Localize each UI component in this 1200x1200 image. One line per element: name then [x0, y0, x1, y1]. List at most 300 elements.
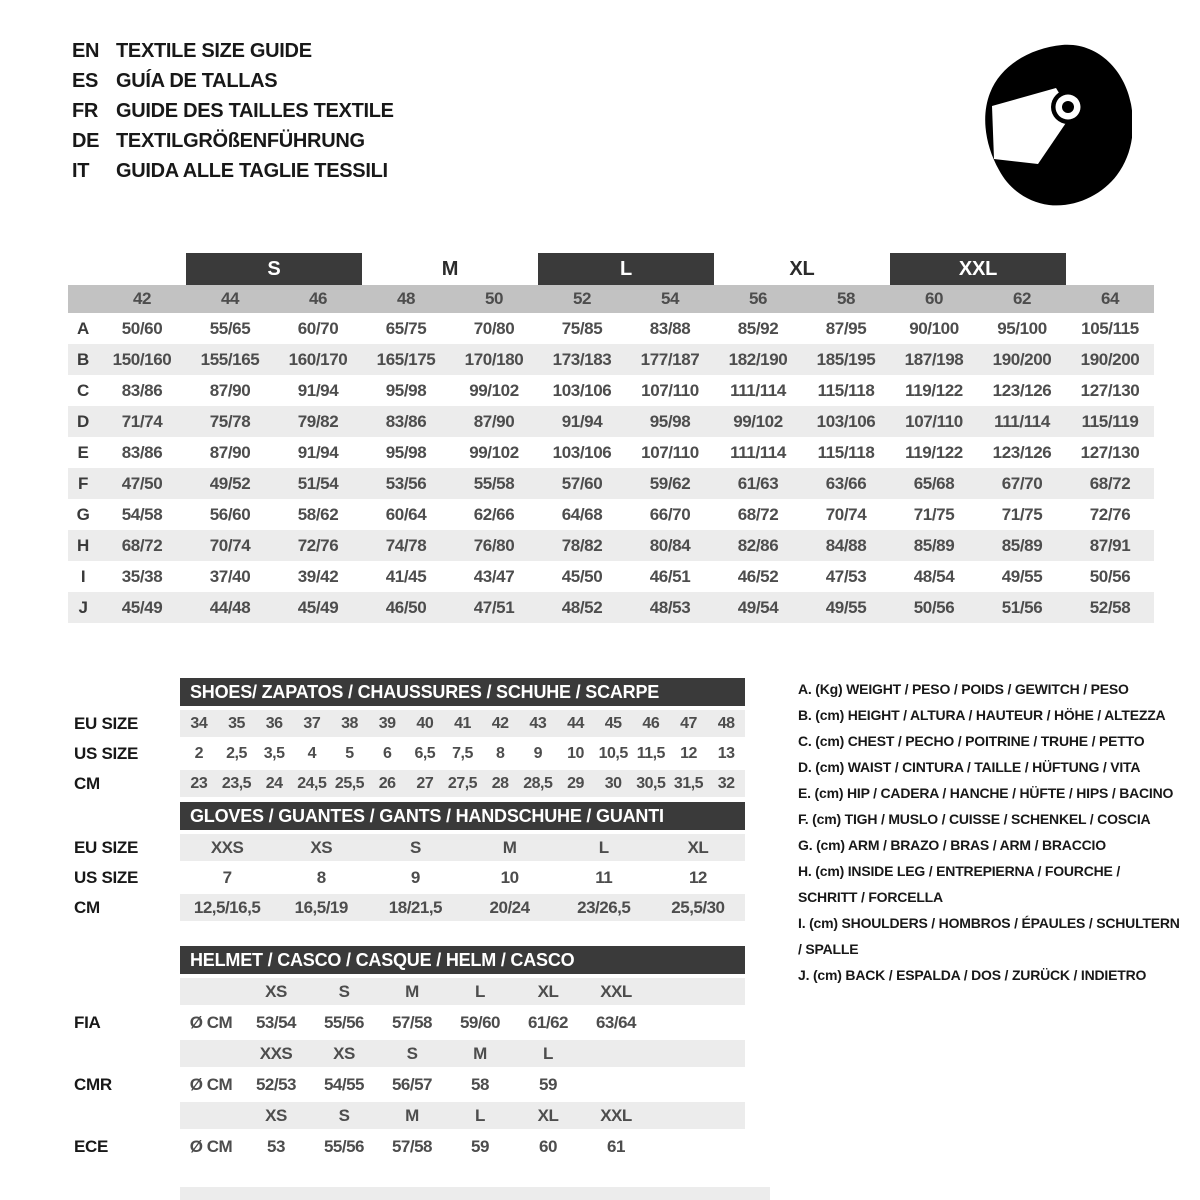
size-cell: 177/187 [640, 349, 700, 369]
size-cell: 75/85 [561, 318, 603, 338]
size-cell: 79/82 [297, 411, 339, 431]
legend-item: A. (Kg) WEIGHT / PESO / POIDS / GEWITCH / PESO [798, 681, 1129, 697]
measure-row [68, 770, 748, 797]
size-cell: 45/49 [121, 597, 163, 617]
size-cell: 182/190 [728, 349, 788, 369]
size-table-row [68, 406, 1154, 437]
size-cell: 47/53 [825, 566, 867, 586]
row-values [180, 770, 745, 797]
value-cell: 2,5 [226, 744, 247, 762]
size-cell: 75/78 [209, 411, 251, 431]
size-cell: 44/48 [209, 597, 251, 617]
legend-item: F. (cm) TIGH / MUSLO / CUISSE / SCHENKEL / COSCIA [798, 811, 1151, 827]
size-cell: 71/75 [1001, 504, 1043, 524]
row-label: I [80, 566, 86, 586]
size-cell: 70/74 [209, 535, 251, 555]
size-cell: 111/114 [730, 380, 786, 400]
size-cell: 90/100 [909, 318, 959, 338]
row-label-cm: CM [74, 773, 100, 793]
row-label: J [78, 597, 88, 617]
size-cell: 103/106 [552, 442, 612, 462]
size-band-xxl: XXL [890, 253, 1066, 285]
diameter-unit: Ø CM [189, 1012, 233, 1032]
size-cell: 190/200 [1080, 349, 1140, 369]
value-cell: 10 [500, 867, 519, 887]
value-cell: 24 [265, 774, 283, 792]
value-cell: 30 [604, 774, 622, 792]
size-cell: 72/76 [297, 535, 339, 555]
value-cell: 37 [303, 714, 321, 732]
size-cell: 80/84 [649, 535, 691, 555]
helmet-size-label: M [405, 981, 419, 1001]
size-cell: 70/74 [825, 504, 867, 524]
helmet-size-label: L [475, 1105, 485, 1125]
size-cell: 52/58 [1089, 597, 1131, 617]
language-title: TEXTILE SIZE GUIDE [116, 39, 312, 62]
value-cell: 30,5 [636, 774, 666, 792]
shoes-size-table [68, 678, 748, 800]
size-cell: 65/75 [385, 318, 427, 338]
value-cell: 44 [567, 714, 584, 732]
helmet-size-value: 54/55 [323, 1074, 365, 1094]
helmet-value-row [68, 1133, 748, 1160]
value-cell: 25,5 [334, 774, 365, 792]
racing-helmet-graphic [982, 42, 1132, 210]
value-cell: L [598, 837, 609, 857]
language-row [72, 96, 394, 126]
language-title-list [72, 36, 394, 186]
helmet-size-label: M [405, 1105, 419, 1125]
size-cell: 47/50 [121, 473, 163, 493]
size-cell: 56/60 [209, 504, 251, 524]
language-code: EN [72, 39, 100, 62]
size-cell: 48/52 [561, 597, 603, 617]
size-cell: 50/56 [913, 597, 955, 617]
value-cell: 6 [382, 744, 392, 762]
size-cell: 67/70 [1001, 473, 1043, 493]
size-band-row [68, 253, 1154, 285]
helmet-size-label: XXL [600, 981, 632, 1001]
helmet-size-value: 57/58 [391, 1012, 433, 1032]
helmet-size-label: XXL [600, 1105, 632, 1125]
helmet-size-value: 55/56 [323, 1012, 365, 1032]
band-spacer [68, 253, 186, 285]
legend-item: J. (cm) BACK / ESPALDA / DOS / ZURÜCK / INDIETRO [798, 967, 1147, 983]
helmet-value-row [68, 1009, 748, 1036]
size-cell: 105/115 [1081, 318, 1139, 338]
size-cell: 173/183 [552, 349, 612, 369]
size-cell: 83/88 [649, 318, 691, 338]
value-cell: 10,5 [598, 744, 628, 762]
value-cell: 40 [416, 714, 434, 732]
value-cell: 23,5 [221, 774, 252, 792]
size-cell: 66/70 [649, 504, 691, 524]
size-cell: 119/122 [905, 380, 963, 400]
helmet-size-label: L [475, 981, 485, 1001]
language-title: TEXTILGRÖßENFÜHRUNG [116, 129, 365, 152]
size-cell: 49/55 [1001, 566, 1043, 586]
size-band-l: L [538, 253, 714, 285]
value-cell: 4 [307, 744, 317, 762]
helmet-size-value: 53 [267, 1136, 285, 1156]
value-cell: 36 [265, 714, 283, 732]
measure-row [68, 834, 748, 861]
language-row [72, 66, 394, 96]
language-row [72, 36, 394, 66]
size-cell: 107/110 [905, 411, 963, 431]
size-cell: 99/102 [469, 380, 519, 400]
value-cell: XS [310, 837, 333, 857]
helmet-size-table [68, 946, 748, 1164]
value-cell: 11 [595, 867, 613, 887]
shoes-table-title: SHOES/ ZAPATOS / CHAUSSURES / SCHUHE / SCARPE [180, 678, 745, 706]
legend-item: C. (cm) CHEST / PECHO / POITRINE / TRUHE / PETTO [798, 733, 1145, 749]
value-cell: 9 [533, 744, 543, 762]
size-table-row [68, 375, 1154, 406]
size-cell: 55/58 [473, 473, 515, 493]
value-cell: 43 [529, 714, 547, 732]
size-cell: 76/80 [473, 535, 515, 555]
value-cell: 27 [416, 774, 434, 792]
size-cell: 165/175 [376, 349, 436, 369]
column-header: 54 [660, 289, 680, 308]
value-cell: 5 [345, 744, 354, 762]
row-label: H [77, 535, 89, 555]
measure-row [68, 740, 748, 767]
racing-helmet-icon [982, 42, 1132, 210]
helmet-size-value: 60 [539, 1136, 557, 1156]
row-label: G [76, 504, 90, 524]
size-cell: 85/92 [737, 318, 779, 338]
column-header: 64 [1100, 289, 1120, 308]
language-title: GUIDA ALLE TAGLIE TESSILI [116, 159, 388, 182]
helmet-values [180, 1133, 745, 1160]
size-cell: 123/126 [992, 380, 1052, 400]
row-label-us-size: US SIZE [74, 743, 139, 763]
size-cell: 103/106 [816, 411, 876, 431]
size-cell: 54/58 [121, 504, 163, 524]
size-cell: 99/102 [469, 442, 519, 462]
legend-item: H. (cm) INSIDE LEG / ENTREPIERNA / FOURCHE / SCHRITT / FORCELLA [798, 863, 1121, 905]
column-header: 62 [1012, 289, 1032, 308]
value-cell: 7,5 [452, 744, 473, 762]
size-cell: 45/50 [561, 566, 603, 586]
size-cell: 91/94 [561, 411, 603, 431]
size-cell: 46/51 [649, 566, 691, 586]
value-cell: 31,5 [673, 774, 704, 792]
size-cell: 83/86 [385, 411, 427, 431]
helmet-size-value: 57/58 [391, 1136, 433, 1156]
value-cell: 8 [495, 744, 505, 762]
helmet-size-label: XL [537, 1105, 559, 1125]
size-cell: 103/106 [552, 380, 612, 400]
size-band-xl: XL [789, 258, 815, 280]
size-cell: 119/122 [905, 442, 963, 462]
standard-label-fia: FIA [74, 1012, 101, 1032]
helmet-size-value: 59 [471, 1136, 489, 1156]
row-label: F [78, 473, 88, 493]
row-label-cm: CM [74, 897, 100, 917]
column-header: 42 [132, 289, 152, 308]
value-cell: 13 [717, 744, 735, 762]
row-label-us-size: US SIZE [74, 867, 139, 887]
column-header: 48 [396, 289, 416, 308]
measure-row [68, 710, 748, 737]
value-cell: 34 [190, 714, 208, 732]
helmet-size-label: S [406, 1043, 418, 1063]
helmet-size-label: L [543, 1043, 553, 1063]
column-header: 56 [748, 289, 768, 308]
size-cell: 150/160 [112, 349, 172, 369]
size-cell: 82/86 [737, 535, 779, 555]
helmet-values [180, 1009, 745, 1036]
size-cell: 45/49 [297, 597, 339, 617]
size-table-row [68, 561, 1154, 592]
language-code: DE [72, 129, 100, 152]
size-cell: 87/90 [473, 411, 515, 431]
standard-label-cmr: CMR [74, 1074, 112, 1094]
value-cell: 11,5 [636, 744, 665, 762]
size-cell: 87/90 [209, 380, 251, 400]
size-table-row [68, 499, 1154, 530]
row-label: A [77, 318, 89, 338]
helmet-sizes [180, 1040, 745, 1067]
language-row [72, 156, 394, 186]
measure-row [68, 864, 748, 891]
language-code: ES [72, 69, 99, 92]
legend-item: B. (cm) HEIGHT / ALTURA / HAUTEUR / HÖHE / ALTEZZA [798, 707, 1166, 723]
size-cell: 50/56 [1089, 566, 1131, 586]
gloves-rows [68, 834, 748, 921]
value-cell: 28 [491, 774, 509, 792]
value-cell: 35 [228, 714, 245, 732]
value-cell: 24,5 [297, 774, 327, 792]
size-cell: 59/62 [649, 473, 691, 493]
diameter-unit: Ø CM [189, 1136, 233, 1156]
value-cell: 48 [717, 714, 735, 732]
band-spacer [1066, 253, 1154, 285]
size-cell: 63/66 [825, 473, 867, 493]
size-cell: 107/110 [641, 442, 699, 462]
size-cell: 55/65 [209, 318, 251, 338]
size-cell: 185/195 [816, 349, 876, 369]
size-cell: 160/170 [288, 349, 348, 369]
size-cell: 39/42 [297, 566, 339, 586]
helmet-size-label: S [338, 981, 350, 1001]
standard-label-ece: ECE [74, 1136, 109, 1156]
row-label-eu-size: EU SIZE [74, 837, 139, 857]
language-title: GUÍA DE TALLAS [116, 69, 278, 92]
size-table-row [68, 468, 1154, 499]
value-cell: 46 [642, 714, 660, 732]
size-cell: 62/66 [473, 504, 515, 524]
helmet-size-value: 58 [471, 1074, 489, 1094]
column-header: 50 [484, 289, 504, 308]
helmet-size-row [68, 978, 748, 1005]
size-cell: 53/56 [385, 473, 427, 493]
value-cell: 42 [491, 714, 509, 732]
helmet-size-value: 61/62 [527, 1012, 569, 1032]
language-row [72, 126, 394, 156]
size-cell: 87/90 [209, 442, 251, 462]
value-cell: 12 [688, 867, 707, 887]
row-values [180, 864, 745, 891]
language-code: IT [72, 159, 90, 182]
size-cell: 37/40 [209, 566, 251, 586]
size-cell: 95/98 [385, 442, 427, 462]
value-cell: 23/26,5 [577, 897, 631, 917]
value-cell: 10 [567, 744, 584, 762]
size-cell: 87/91 [1089, 535, 1131, 555]
size-cell: 123/126 [992, 442, 1052, 462]
size-table-row [68, 530, 1154, 561]
legend-item: I. (cm) SHOULDERS / HOMBROS / ÉPAULES / SCHULTERN / SPALLE [798, 915, 1180, 957]
helmet-size-value: 55/56 [323, 1136, 365, 1156]
helmet-size-row [68, 1040, 748, 1067]
size-cell: 47/51 [473, 597, 515, 617]
row-label: D [77, 411, 89, 431]
value-cell: 12,5/16,5 [193, 897, 261, 917]
legend-item: E. (cm) HIP / CADERA / HANCHE / HÜFTE / HIPS / BACINO [798, 785, 1174, 801]
size-cell: 49/55 [825, 597, 867, 617]
size-cell: 107/110 [641, 380, 699, 400]
size-cell: 115/118 [817, 442, 875, 462]
helmet-sizes [180, 1102, 745, 1129]
row-label: E [77, 442, 89, 462]
helmet-size-value: 61 [607, 1136, 625, 1156]
gloves-size-table [68, 802, 748, 924]
value-cell: 12 [680, 744, 697, 762]
size-table-row [68, 592, 1154, 623]
helmet-size-label: XS [265, 1105, 287, 1125]
helmet-size-row [68, 1102, 748, 1129]
value-cell: 41 [454, 714, 471, 732]
size-cell: 57/60 [561, 473, 603, 493]
size-cell: 84/88 [825, 535, 867, 555]
value-cell: 28,5 [523, 774, 553, 792]
size-cell: 155/165 [200, 349, 260, 369]
size-band-m: M [441, 258, 459, 280]
size-cell: 43/47 [473, 566, 515, 586]
value-cell: 23 [190, 774, 208, 792]
helmet-size-value: 53/54 [255, 1012, 297, 1032]
size-table-row [68, 437, 1154, 468]
helmet-table-title: HELMET / CASCO / CASQUE / HELM / CASCO [180, 946, 745, 974]
textile-size-table [68, 253, 1154, 623]
size-cell: 91/94 [297, 380, 339, 400]
size-cell: 187/198 [904, 349, 964, 369]
size-cell: 60/70 [297, 318, 339, 338]
size-cell: 85/89 [1001, 535, 1043, 555]
value-cell: M [502, 837, 517, 857]
size-cell: 58/62 [297, 504, 339, 524]
size-cell: 48/53 [649, 597, 691, 617]
size-cell: 190/200 [992, 349, 1052, 369]
size-cell: 95/98 [649, 411, 691, 431]
size-cell: 61/63 [737, 473, 779, 493]
size-cell: 71/74 [121, 411, 163, 431]
size-cell: 127/130 [1080, 442, 1140, 462]
size-cell: 35/38 [121, 566, 163, 586]
size-cell: 72/76 [1089, 504, 1131, 524]
diameter-unit: Ø CM [189, 1074, 233, 1094]
row-label: C [77, 380, 89, 400]
language-code: FR [72, 99, 99, 122]
legend-item: D. (cm) WAIST / CINTURA / TAILLE / HÜFTUNG / VITA [798, 759, 1141, 775]
value-cell: 25,5/30 [671, 897, 725, 917]
helmet-size-label: XS [333, 1043, 355, 1063]
helmet-values [180, 1071, 745, 1098]
value-cell: 2 [194, 744, 204, 762]
size-cell: 127/130 [1080, 380, 1140, 400]
size-cell: 46/50 [385, 597, 427, 617]
row-values [180, 740, 745, 767]
helmet-sizes [180, 978, 745, 1005]
size-cell: 95/100 [997, 318, 1047, 338]
size-cell: 68/72 [121, 535, 163, 555]
value-cell: 9 [410, 867, 420, 887]
size-cell: 95/98 [385, 380, 427, 400]
column-header: 60 [924, 289, 944, 308]
value-cell: 32 [717, 774, 735, 792]
helmet-rows [68, 978, 748, 1160]
gloves-table-title: GLOVES / GUANTES / GANTS / HANDSCHUHE / GUANTI [180, 802, 745, 830]
cropped-row-band [180, 1187, 770, 1200]
helmet-size-value: 59/60 [459, 1012, 501, 1032]
size-cell: 48/54 [913, 566, 955, 586]
size-cell: 71/75 [913, 504, 955, 524]
size-cell: 111/114 [730, 442, 786, 462]
size-cell: 85/89 [913, 535, 955, 555]
size-band-s: S [186, 253, 362, 285]
size-cell: 50/60 [121, 318, 163, 338]
value-cell: XXS [210, 837, 244, 857]
value-cell: 26 [378, 774, 396, 792]
column-header: 52 [572, 289, 592, 308]
helmet-size-label: XXS [259, 1043, 293, 1063]
helmet-size-label: XL [537, 981, 559, 1001]
value-cell: 20/24 [489, 897, 530, 917]
helmet-size-value: 59 [539, 1074, 557, 1094]
value-cell: 39 [378, 714, 396, 732]
size-cell: 68/72 [1089, 473, 1131, 493]
row-label: B [77, 349, 89, 369]
value-cell: 27,5 [447, 774, 478, 792]
size-cell: 49/54 [737, 597, 779, 617]
column-header: 44 [220, 289, 240, 308]
size-table-row [68, 313, 1154, 344]
size-cell: 49/52 [209, 473, 251, 493]
value-cell: 3,5 [263, 744, 285, 762]
size-cell: 91/94 [297, 442, 339, 462]
size-cell: 65/68 [913, 473, 955, 493]
size-cell: 170/180 [464, 349, 524, 369]
row-values [180, 710, 745, 737]
helmet-size-label: M [473, 1043, 487, 1063]
size-cell: 83/86 [121, 442, 163, 462]
language-title: GUIDE DES TAILLES TEXTILE [116, 99, 394, 122]
helmet-size-label: XS [265, 981, 287, 1001]
value-cell: 8 [316, 867, 326, 887]
value-cell: S [409, 837, 421, 857]
size-table-row [68, 344, 1154, 375]
value-cell: 6,5 [414, 744, 436, 762]
helmet-size-value: 63/64 [595, 1012, 637, 1032]
legend-item: G. (cm) ARM / BRAZO / BRAS / ARM / BRACCIO [798, 837, 1106, 853]
value-cell: 29 [567, 774, 584, 792]
column-header-row [68, 285, 1154, 313]
size-cell: 115/118 [817, 380, 875, 400]
